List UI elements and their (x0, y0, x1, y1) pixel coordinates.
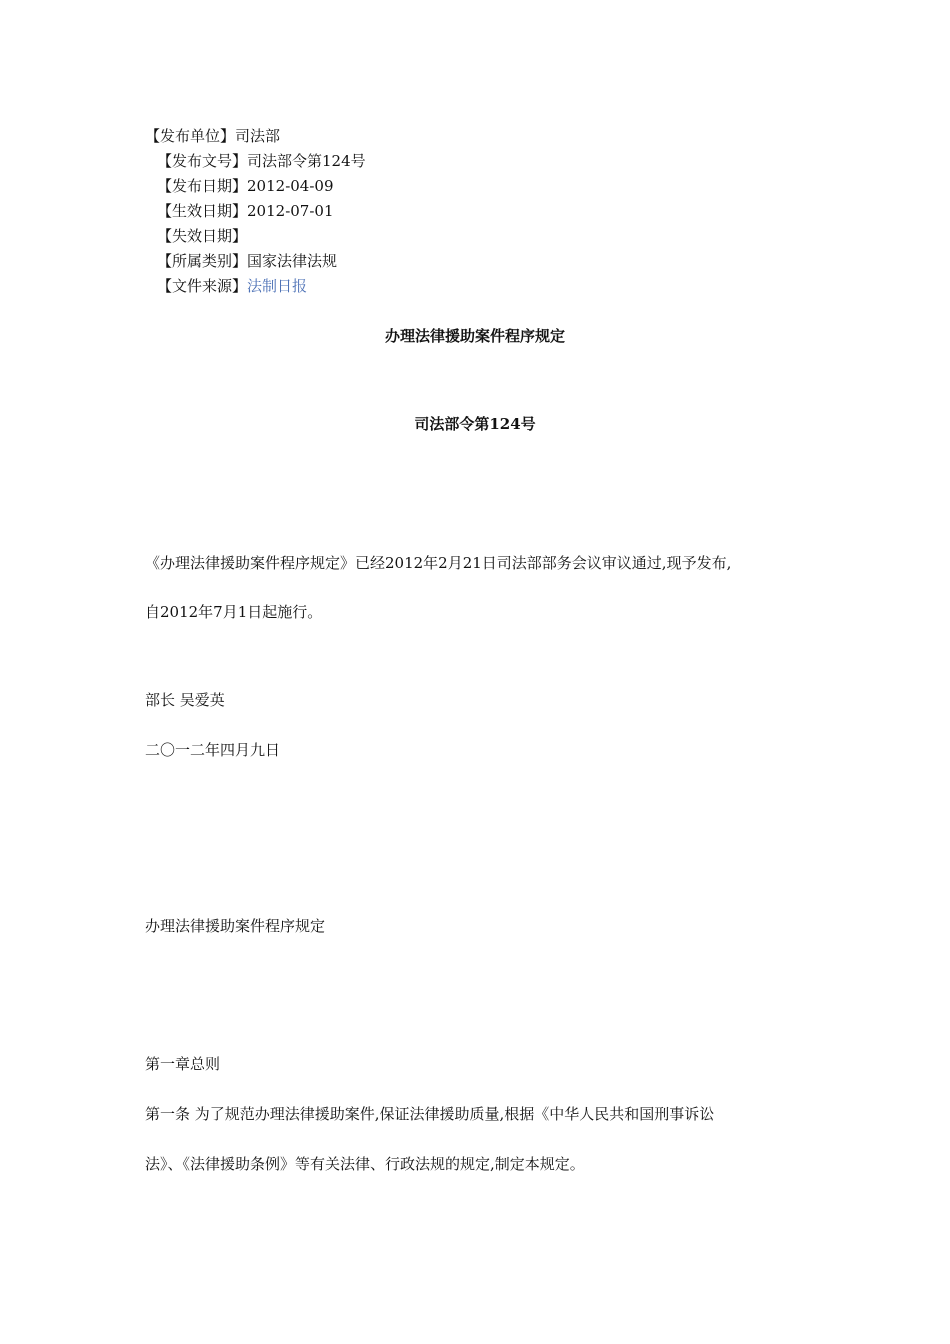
meta-value: 2012-07-01 (247, 202, 334, 220)
meta-value: 司法部 (235, 127, 281, 145)
meta-value: 2012-04-09 (247, 177, 334, 195)
article-1-line-2: 法》、《法律援助条例》等有关法律、行政法规的规定,制定本规定。 (145, 1155, 585, 1173)
article-1-line-1: 第一条 为了规范办理法律援助案件,保证法律援助质量,根据《中华人民共和国刑事诉讼 (145, 1105, 715, 1123)
meta-key: 【失效日期】 (157, 227, 248, 245)
announcement-line-1: 《办理法律援助案件程序规定》已经2012年2月21日司法部部务会议审议通过,现予发布, (145, 554, 732, 572)
meta-publisher (145, 126, 280, 146)
document-title: 办理法律援助案件程序规定 (384, 327, 565, 345)
meta-key: 【所属类别】 (157, 252, 248, 270)
meta-document-number (157, 151, 366, 171)
minister-signature: 部长 吴爱英 (145, 691, 225, 709)
signature-date: 二〇一二年四月九日 (145, 741, 281, 759)
announcement-line-2: 自2012年7月1日起施行。 (145, 603, 323, 621)
meta-category (157, 251, 337, 271)
meta-key: 【文件来源】 (157, 277, 248, 295)
meta-key: 【生效日期】 (157, 202, 248, 220)
meta-key: 【发布单位】 (145, 127, 236, 145)
meta-value: 国家法律法规 (247, 252, 338, 270)
meta-key: 【发布文号】 (157, 152, 248, 170)
order-number: 司法部令第124号 (414, 415, 536, 433)
meta-expiry-date (157, 226, 247, 246)
meta-value: 司法部令第124号 (247, 152, 366, 170)
regulation-subtitle: 办理法律援助案件程序规定 (145, 917, 326, 935)
source-link[interactable]: 法制日报 (247, 277, 308, 295)
meta-source (157, 276, 307, 296)
chapter-heading: 第一章总则 (145, 1055, 221, 1073)
meta-publish-date (157, 176, 334, 196)
meta-key: 【发布日期】 (157, 177, 248, 195)
meta-effective-date (157, 201, 334, 221)
